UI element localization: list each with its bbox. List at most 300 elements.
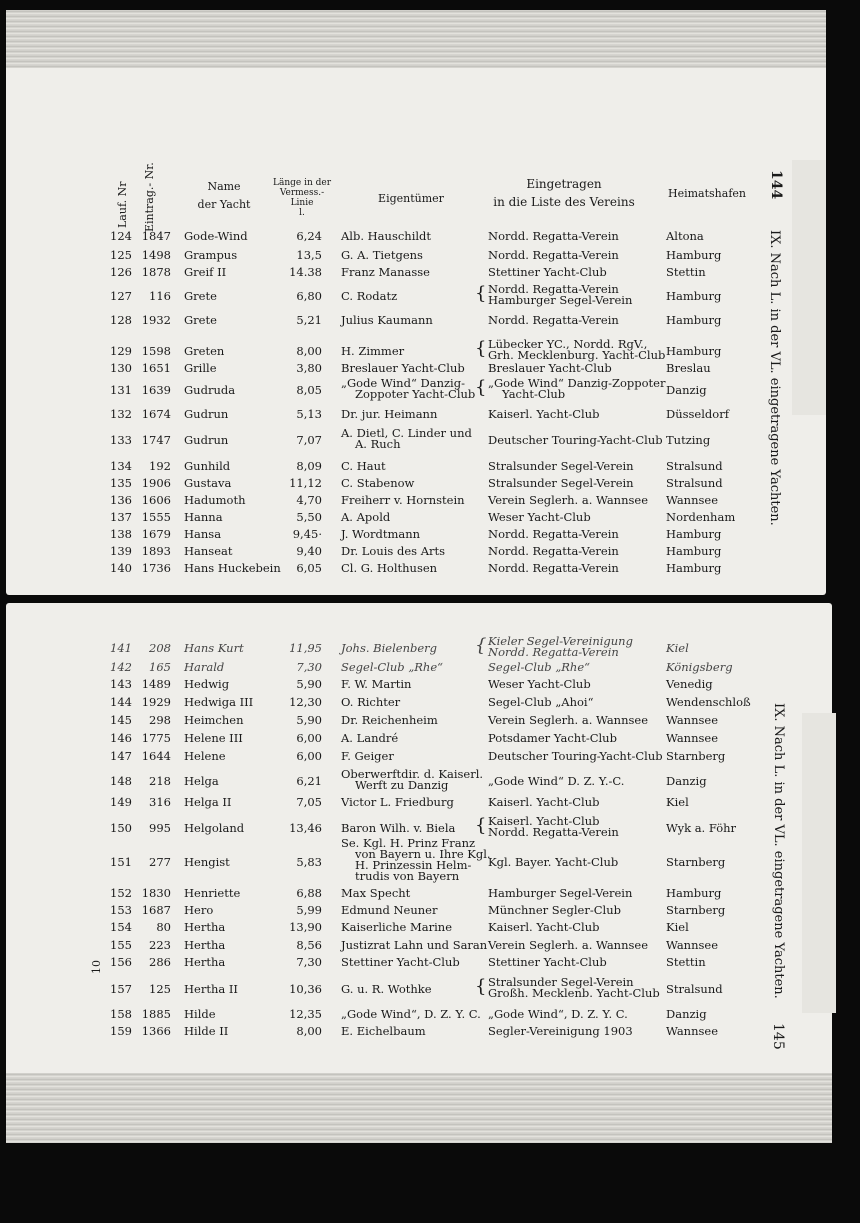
yacht-name-cell: Harald [184,660,225,674]
brace-glyph: { [475,635,487,656]
club-list-cell [488,796,599,808]
owner-cell [341,249,423,261]
home-port-cell: Stettin [666,955,706,969]
lauf-nr-cell: 135 [110,476,132,490]
home-port-cell: Nordenham [666,510,736,524]
owner-cell [341,314,433,326]
brace-glyph: { [475,338,487,359]
owner-cell [341,266,430,278]
lauf-nr-cell: 127 [110,289,132,303]
length-cell: 13,90 [289,920,322,934]
lauf-nr-cell: 125 [110,248,132,262]
yacht-name-cell: Henriette [184,886,241,900]
owner-cell [341,528,420,540]
owner-cell [341,428,472,450]
yacht-name-cell: Hanna [184,510,223,524]
club-list-cell [488,408,599,420]
eintrag-nr-cell: 1639 [141,383,171,397]
owner-line: Max Specht [341,886,411,900]
owner-line: Se. Kgl. H. Prinz Franz [341,836,476,850]
length-cell: 6,00 [296,749,322,763]
home-port-cell: Wendenschloß [666,695,751,709]
club-line: Verein Seglerh. a. Wannsee [488,938,649,952]
club-list-cell [488,904,621,916]
length-cell: 5,50 [296,510,322,524]
owner-cell [341,921,452,933]
club-list-cell [488,661,590,673]
lauf-nr-cell: 131 [110,383,132,397]
club-list-cell [488,856,618,868]
eintrag-nr-cell: 1830 [141,886,171,900]
club-line: Kgl. Bayer. Yacht-Club [488,855,619,869]
lauf-nr-cell: 142 [110,660,132,674]
owner-line: Zoppoter Yacht-Club [355,387,476,401]
home-port-cell: Wannsee [666,493,719,507]
page-edges [6,1073,832,1143]
lauf-nr-cell: 143 [110,677,132,691]
owner-line: A. Apold [341,510,391,524]
eintrag-nr-cell: 316 [149,795,171,809]
home-port-cell: Wannsee [666,731,719,745]
owner-line: von Bayern u. Ihre Kgl. [355,847,491,861]
home-port-cell: Düsseldorf [666,407,729,421]
club-list-cell [488,816,619,838]
club-line: Weser Yacht-Club [488,677,591,691]
yacht-name-cell: Hilde II [184,1024,229,1038]
length-cell: 14.38 [289,265,322,279]
owner-cell [341,796,454,808]
club-list-cell [488,939,648,951]
eintrag-nr-cell: 286 [149,955,171,969]
owner-cell [341,714,438,726]
owner-line: Werft zu Danzig [355,778,449,792]
length-cell: 7,05 [296,795,322,809]
eintrag-nr-cell: 1555 [141,510,171,524]
owner-cell [341,956,460,968]
yacht-name-cell: Hedwiga III [184,695,254,709]
home-port-cell: Hamburg [666,527,722,541]
header-laenge: Länge in der Vermess.- Linie l. [272,178,331,218]
owner-line: A. Landré [341,731,399,745]
club-line: „Gode Wind“, D. Z. Y. C. [488,1007,628,1021]
club-list-cell [488,528,619,540]
yacht-name-cell: Gunhild [184,459,231,473]
club-list-cell [488,511,591,523]
eintrag-nr-cell: 1366 [141,1024,171,1038]
yacht-name-cell: Gustava [184,476,232,490]
owner-cell [341,983,432,995]
club-list-cell [488,714,648,726]
length-cell: 3,80 [296,361,322,375]
owner-line: Victor L. Friedburg [341,795,454,809]
yacht-name-cell: Grampus [184,248,238,262]
owner-cell [341,750,394,762]
header-liste: Eingetragen in die Liste des Vereins [493,177,635,209]
lauf-nr-cell: 155 [110,938,132,952]
yacht-name-cell: Helga [184,774,219,788]
length-cell: 9,40 [296,544,322,558]
owner-line: Dr. Reichenheim [341,713,438,727]
lauf-nr-cell: 140 [110,561,132,575]
yacht-name-cell: Grete [184,313,217,327]
home-port-cell: Wannsee [666,1024,719,1038]
club-line: Stralsunder Segel-Verein [488,459,634,473]
owner-line: Franz Manasse [341,265,430,279]
length-cell: 5,90 [296,677,322,691]
club-line: Kaiserl. Yacht-Club [488,407,600,421]
header-heimatshafen: Heimatshafen [668,187,746,200]
owner-cell [341,408,437,420]
lauf-nr-cell: 151 [110,855,132,869]
yacht-name-cell: Hanseat [184,544,233,558]
yacht-name-cell: Hedwig [184,677,230,691]
owner-line: O. Richter [341,695,401,709]
owner-line: Edmund Neuner [341,903,438,917]
club-line: Deutscher Touring-Yacht-Club [488,433,663,447]
eintrag-nr-cell: 298 [149,713,171,727]
eintrag-nr-cell: 1687 [141,903,171,917]
owner-line: G. A. Tietgens [341,248,423,262]
club-line: Hamburger Segel-Verein [488,293,633,307]
lauf-nr-cell: 129 [110,344,132,358]
home-port-cell: Kiel [666,920,689,934]
yacht-name-cell: Gudruda [184,383,236,397]
home-port-cell: Hamburg [666,344,722,358]
owner-cell [341,732,398,744]
club-line: Kaiserl. Yacht-Club [488,920,600,934]
club-list-cell [488,545,619,557]
page-tab [802,713,836,1013]
club-line: Grh. Mecklenburg. Yacht-Club [488,348,666,362]
club-list-cell [488,775,624,787]
brace-glyph: { [475,377,487,398]
home-port-cell: Königsberg [666,660,733,674]
eintrag-nr-cell: 218 [149,774,171,788]
length-cell: 11,95 [289,641,322,655]
lauf-nr-cell: 147 [110,749,132,763]
owner-line: H. Prinzessin Helm- [355,858,472,872]
club-list-cell [488,750,663,762]
home-port-cell: Kiel [666,795,689,809]
owner-line: C. Haut [341,459,386,473]
club-line: Stralsunder Segel-Verein [488,975,634,989]
lauf-nr-cell: 148 [110,774,132,788]
home-port-cell: Wannsee [666,938,719,952]
eintrag-nr-cell: 995 [149,821,171,835]
eintrag-nr-cell: 1736 [141,561,171,575]
club-list-cell [488,636,633,658]
owner-line: Johs. Bielenberg [341,641,438,655]
eintrag-nr-cell: 223 [149,938,171,952]
length-cell: 6,00 [296,731,322,745]
yacht-name-cell: Hadumoth [184,493,246,507]
header-eintrag-nr: Eintrag.- Nr. [143,162,156,232]
club-line: Potsdamer Yacht-Club [488,731,617,745]
club-line: Verein Seglerh. a. Wannsee [488,493,649,507]
club-line: Segel-Club „Rhe“ [488,660,591,674]
home-port-cell: Wyk a. Föhr [666,821,737,835]
owner-line: Julius Kaumann [341,313,433,327]
club-list-cell [488,887,632,899]
home-port-cell: Stralsund [666,476,723,490]
home-port-cell: Danzig [666,774,707,788]
club-list-cell [488,339,665,361]
club-list-cell [488,249,619,261]
home-port-cell: Venedig [666,677,713,691]
owner-line: C. Rodatz [341,289,398,303]
owner-cell [341,642,437,654]
home-port-cell: Hamburg [666,313,722,327]
club-line: Stettiner Yacht-Club [488,265,607,279]
length-cell: 13,46 [289,821,322,835]
owner-cell [341,511,390,523]
club-line: „Gode Wind“ Danzig-Zoppoter [488,376,666,390]
length-cell: 8,05 [296,383,322,397]
length-cell: 5,99 [296,903,322,917]
length-cell: 7,30 [296,660,322,674]
eintrag-nr-cell: 80 [156,920,171,934]
club-list-cell [488,362,612,374]
home-port-cell: Danzig [666,383,707,397]
owner-cell [341,678,411,690]
club-line: Nordd. Regatta-Verein [488,229,619,243]
owner-cell [341,904,437,916]
lauf-nr-cell: 153 [110,903,132,917]
club-list-cell [488,562,619,574]
owner-line: A. Ruch [355,437,401,451]
home-port-cell: Hamburg [666,886,722,900]
club-list-cell [488,460,634,472]
owner-line: Kaiserliche Marine [341,920,453,934]
club-list-cell [488,284,632,306]
owner-line: Baron Wilh. v. Biela [341,821,456,835]
yacht-name-cell: Helga II [184,795,232,809]
club-line: Nordd. Regatta-Verein [488,282,619,296]
lauf-nr-cell: 124 [110,229,132,243]
club-line: „Gode Wind“ D. Z. Y.-C. [488,774,625,788]
length-cell: 5,90 [296,713,322,727]
eintrag-nr-cell: 192 [149,459,171,473]
owner-line: „Gode Wind“, D. Z. Y. C. [341,1007,481,1021]
club-line: Kaiserl. Yacht-Club [488,814,600,828]
owner-cell [341,460,386,472]
club-line: Großh. Mecklenb. Yacht-Club [488,986,660,1000]
eintrag-nr-cell: 1878 [141,265,171,279]
eintrag-nr-cell: 1929 [141,695,171,709]
header-name: Name der Yacht [197,180,251,211]
owner-line: C. Stabenow [341,476,415,490]
owner-line: Stettiner Yacht-Club [341,955,460,969]
yacht-name-cell: Hansa [184,527,222,541]
club-line: Segel-Club „Ahoi“ [488,695,594,709]
lauf-nr-cell: 158 [110,1007,132,1021]
yacht-name-cell: Greten [184,344,225,358]
home-port-cell: Wannsee [666,713,719,727]
owner-line: Alb. Hauschildt [341,229,432,243]
owner-line: J. Wordtmann [341,527,421,541]
owner-cell [341,838,491,882]
lauf-nr-cell: 150 [110,821,132,835]
eintrag-nr-cell: 1606 [141,493,171,507]
yacht-name-cell: Gudrun [184,407,229,421]
yacht-name-cell: Hertha [184,955,226,969]
owner-line: H. Zimmer [341,344,405,358]
lauf-nr-cell: 128 [110,313,132,327]
lauf-nr-cell: 156 [110,955,132,969]
owner-cell [341,1025,426,1037]
running-head: IX. Nach L. in der VL. eingetragene Yachten. [767,230,782,526]
length-cell: 8,56 [296,938,322,952]
length-cell: 11,12 [289,476,322,490]
yacht-name-cell: Greif II [184,265,227,279]
club-line: Segler-Vereinigung 1903 [488,1024,633,1038]
eintrag-nr-cell: 1932 [141,313,171,327]
brace-glyph: { [475,283,487,304]
eintrag-nr-cell: 208 [149,641,171,655]
club-line: Nordd. Regatta-Verein [488,561,619,575]
page-edges [6,10,826,68]
yacht-name-cell: Gode-Wind [184,229,248,243]
eintrag-nr-cell: 1747 [141,433,171,447]
yacht-name-cell: Heimchen [184,713,244,727]
eintrag-nr-cell: 1775 [141,731,171,745]
yacht-name-cell: Grete [184,289,217,303]
home-port-cell: Stralsund [666,982,723,996]
yacht-name-cell: Helene [184,749,226,763]
club-line: Lübecker YC., Nordd. RgV., [488,337,648,351]
eintrag-nr-cell: 1498 [141,248,171,262]
eintrag-nr-cell: 1885 [141,1007,171,1021]
home-port-cell: Stettin [666,265,706,279]
eintrag-nr-cell: 125 [149,982,171,996]
owner-line: „Gode Wind“ Danzig- [341,376,465,390]
lauf-nr-cell: 137 [110,510,132,524]
yacht-name-cell: Hilde [184,1007,216,1021]
owner-line: A. Dietl, C. Linder und [341,426,472,440]
yacht-name-cell: Helene III [184,731,243,745]
lauf-nr-cell: 145 [110,713,132,727]
length-cell: 12,30 [289,695,322,709]
owner-line: Cl. G. Holthusen [341,561,438,575]
owner-cell [341,494,465,506]
club-list-cell [488,314,619,326]
signature-mark: 10 [90,960,103,974]
club-line: Nordd. Regatta-Verein [488,544,619,558]
home-port-cell: Starnberg [666,749,726,763]
top-book-page [6,10,826,595]
length-cell: 7,30 [296,955,322,969]
owner-line: Segel-Club „Rhe“ [341,660,444,674]
club-list-cell [488,732,617,744]
club-line: Stettiner Yacht-Club [488,955,607,969]
owner-cell [341,696,400,708]
lauf-nr-cell: 146 [110,731,132,745]
owner-cell [341,230,431,242]
lauf-nr-cell: 136 [110,493,132,507]
owner-cell [341,477,414,489]
lauf-nr-cell: 138 [110,527,132,541]
page-number: 144 [768,170,784,200]
length-cell: 10,36 [289,982,322,996]
owner-line: Oberwerftdir. d. Kaiserl. [341,767,484,781]
home-port-cell: Danzig [666,1007,707,1021]
home-port-cell: Kiel [666,641,689,655]
yacht-name-cell: Hertha [184,938,226,952]
club-list-cell [488,921,599,933]
running-head: IX. Nach L. in der VL. eingetragene Yachten. [771,703,786,999]
eintrag-nr-cell: 1679 [141,527,171,541]
lauf-nr-cell: 132 [110,407,132,421]
club-line: Hamburger Segel-Verein [488,886,633,900]
lauf-nr-cell: 149 [110,795,132,809]
eintrag-nr-cell: 1598 [141,344,171,358]
length-cell: 6,05 [296,561,322,575]
club-list-cell [488,494,648,506]
owner-line: E. Eichelbaum [341,1024,426,1038]
lauf-nr-cell: 133 [110,433,132,447]
lauf-nr-cell: 159 [110,1024,132,1038]
club-line: Nordd. Regatta-Verein [488,248,619,262]
lauf-nr-cell: 157 [110,982,132,996]
page-tab [792,160,826,415]
club-list-cell [488,678,591,690]
owner-line: G. u. R. Wothke [341,982,432,996]
home-port-cell: Starnberg [666,855,726,869]
eintrag-nr-cell: 116 [149,289,171,303]
owner-cell [341,939,487,951]
home-port-cell: Hamburg [666,289,722,303]
lauf-nr-cell: 134 [110,459,132,473]
home-port-cell: Hamburg [666,248,722,262]
home-port-cell: Altona [666,229,704,243]
owner-cell [341,1008,481,1020]
yacht-name-cell: Gudrun [184,433,229,447]
lauf-nr-cell: 126 [110,265,132,279]
owner-line: trudis von Bayern [355,869,460,883]
header-eigentuemer: Eigentümer [378,192,444,205]
lauf-nr-cell: 130 [110,361,132,375]
owner-cell [341,887,410,899]
home-port-cell: Starnberg [666,903,726,917]
length-cell: 5,13 [296,407,322,421]
length-cell: 7,07 [296,433,322,447]
club-line: Breslauer Yacht-Club [488,361,612,375]
length-cell: 6,24 [296,229,322,243]
eintrag-nr-cell: 1644 [141,749,171,763]
owner-cell [341,769,483,791]
club-line: Nordd. Regatta-Verein [488,645,619,659]
owner-line: F. W. Martin [341,677,412,691]
owner-cell [341,562,437,574]
club-list-cell [488,477,634,489]
length-cell: 6,80 [296,289,322,303]
club-list-cell [488,1025,633,1037]
club-list-cell [488,1008,628,1020]
eintrag-nr-cell: 1489 [141,677,171,691]
club-line: Verein Seglerh. a. Wannsee [488,713,649,727]
length-cell: 6,21 [296,774,322,788]
owner-cell [341,345,404,357]
owner-line: Dr. Louis des Arts [341,544,446,558]
length-cell: 13,5 [296,248,322,262]
eintrag-nr-cell: 1906 [141,476,171,490]
lauf-nr-cell: 154 [110,920,132,934]
club-list-cell [488,956,607,968]
owner-cell [341,545,445,557]
length-cell: 9,45· [292,527,322,541]
yacht-name-cell: Hertha II [184,982,238,996]
club-line: Nordd. Regatta-Verein [488,313,619,327]
